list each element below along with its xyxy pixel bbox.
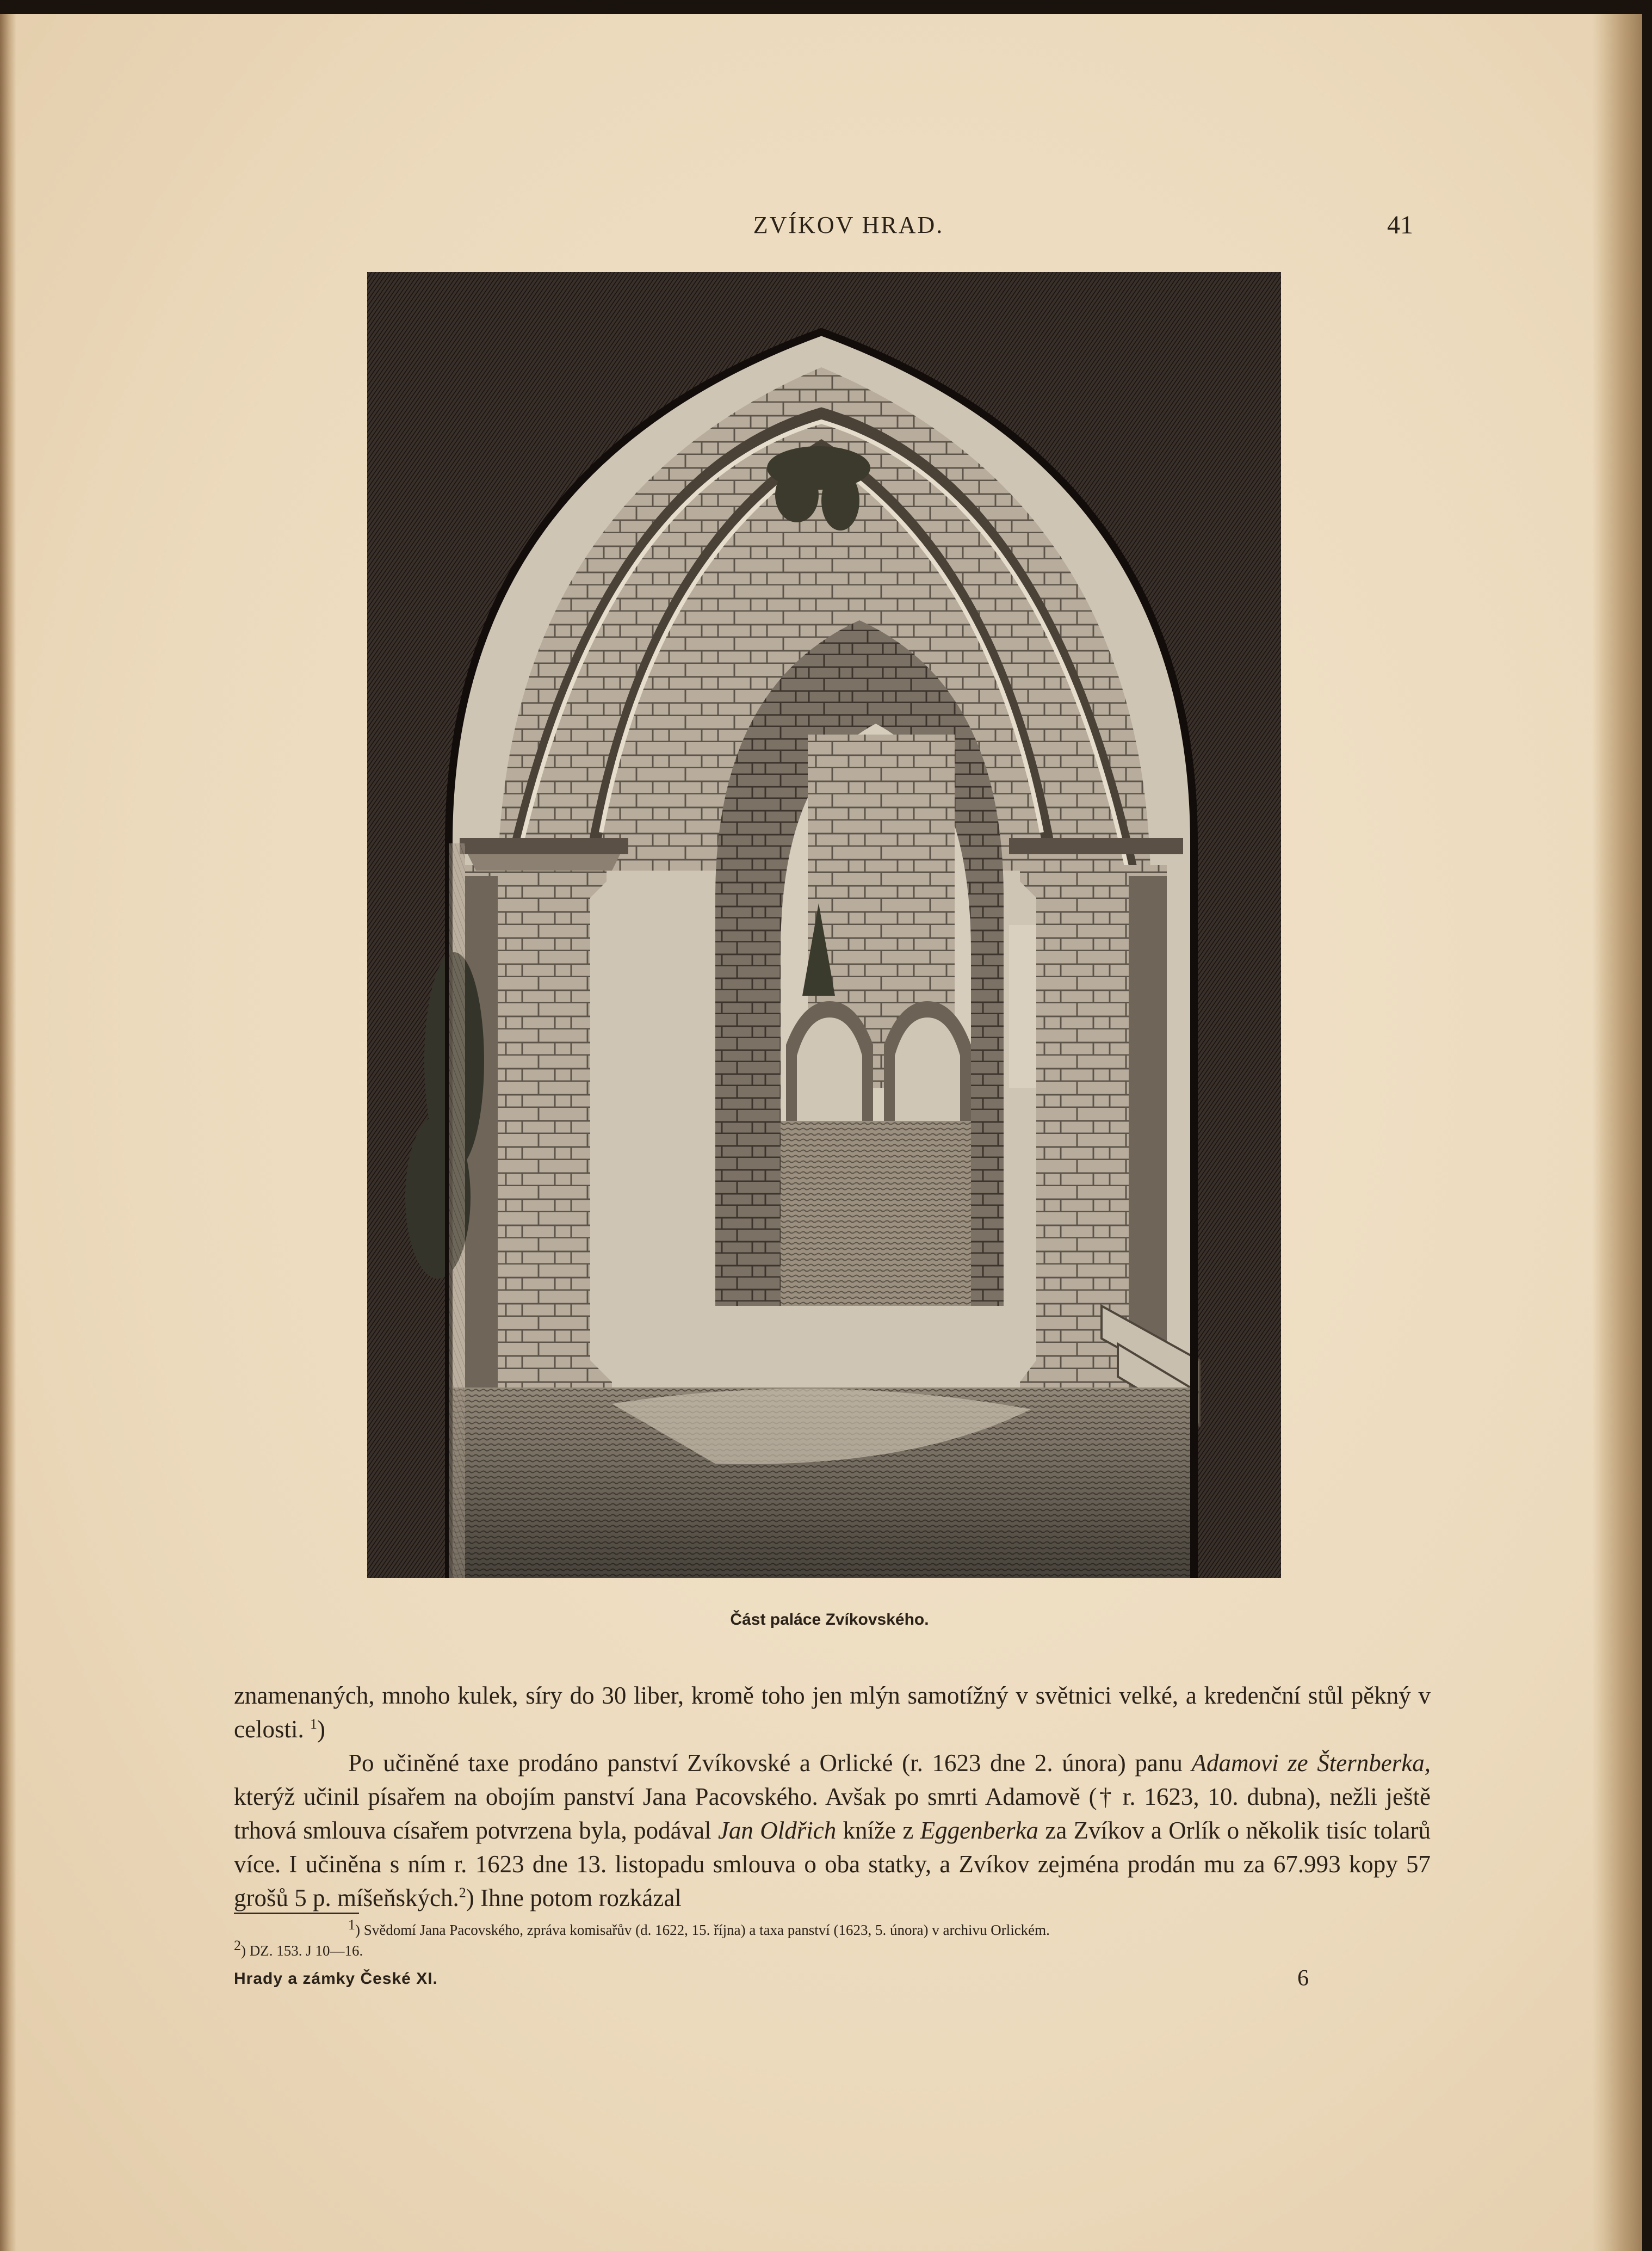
person-name-jan: Jan Oldřich	[717, 1817, 837, 1844]
footnote-2-mark: 2	[234, 1938, 241, 1953]
footnote-1: $^1$) Svědomí Jana Pacovského, zpráva komisařův (d. 1622, 15. října) a taxa panství (1623, 5. února) v archivu Orlickém.	[348, 1917, 1050, 1938]
page-number: 41	[1387, 211, 1413, 239]
footnote-ref-1: 1	[310, 1716, 317, 1732]
footnotes	[234, 1917, 1431, 1961]
scan-left-edge	[0, 14, 16, 2251]
paragraph-1: znamenaných, mnoho kulek, síry do 30 liber, kromě toho jen mlýn samotížný v světnici velké, a kredenční stůl pěkný v celosti. $^1$)	[234, 1682, 1431, 1743]
body-text	[234, 1679, 1431, 1915]
running-title: ZVÍKOV HRAD.	[753, 212, 944, 238]
footnote-2-text: DZ. 153. J 10—16.	[249, 1942, 363, 1959]
footnote-ref-2: 2	[459, 1885, 466, 1901]
figure-caption: Část paláce Zvíkovského.	[730, 1611, 929, 1629]
place-name-eggenberk: Eggenberka	[920, 1817, 1039, 1844]
paragraph-2-part-b: kterýž učinil písařem na obojím panství Jana Pacovského. Avšak po smrti Adamově († r. 1623, 10. dubna), nežli ještě trhová smlouva císařem potvrzena byla, podával	[234, 1783, 1431, 1844]
footnote-2: $^2$) DZ. 153. J 10—16.	[234, 1938, 363, 1959]
engraving-illustration	[367, 272, 1281, 1578]
signature-title: Hrady a zámky České XI.	[234, 1970, 438, 1988]
footnote-rule	[234, 1913, 359, 1914]
paragraph-2-part-c: kníže z	[836, 1817, 920, 1844]
paragraph-2: Po učiněné taxe prodáno panství Zvíkovské a Orlické (r. 1623 dne 2. února) panu Adamovi ze Šternberka, kterýž učinil písařem na obojím panství Jana Pacovského. Avšak po smrti Adamově († r. 1623, 10. dubna), nežli ještě trhová smlouva císařem potvrzena byla, podával Jan Oldřich kníže z Eggenberka za Zvíkov a Orlík o několik tisíc tolarů více. I učiněna s ním r. 1623 dne 13. listopadu smlouva o oba statky, a Zvíkov zejména prodán mu za 67.993 kopy 57 grošů 5 p. míšeňských.$^2$) Ihne potom rozkázal	[234, 1749, 1431, 1911]
person-name-adam: Adamovi ze Šternberka,	[1191, 1749, 1431, 1777]
signature-number: 6	[1297, 1966, 1309, 1991]
scan-right-border	[1642, 14, 1652, 2251]
paragraph-2-part-e: Ihne potom rozkázal	[474, 1884, 682, 1911]
paragraph-2-part-d: za Zvíkov a Orlík o několik tisíc tolarů více. I učiněna s ním r. 1623 dne 13. listopadu smlouva o oba statky, a Zvíkov zejména prodán mu za 67.993 kopy 57 grošů 5 p. míšeňských.	[234, 1817, 1431, 1911]
paragraph-1-text: znamenaných, mnoho kulek, síry do 30 liber, kromě toho jen mlýn samotížný v světnici velké, a kredenční stůl pěkný v celosti.	[234, 1682, 1431, 1743]
scan-top-border	[0, 0, 1652, 14]
footnote-1-mark: 1	[348, 1917, 355, 1933]
footnote-1-text: Svědomí Jana Pacovského, zpráva komisařův (d. 1622, 15. října) a taxa panství (1623, 5. února) v archivu Orlickém.	[363, 1922, 1050, 1938]
paragraph-2-part-a: Po učiněné taxe prodáno panství Zvíkovské a Orlické (r. 1623 dne 2. února) panu	[348, 1749, 1192, 1777]
